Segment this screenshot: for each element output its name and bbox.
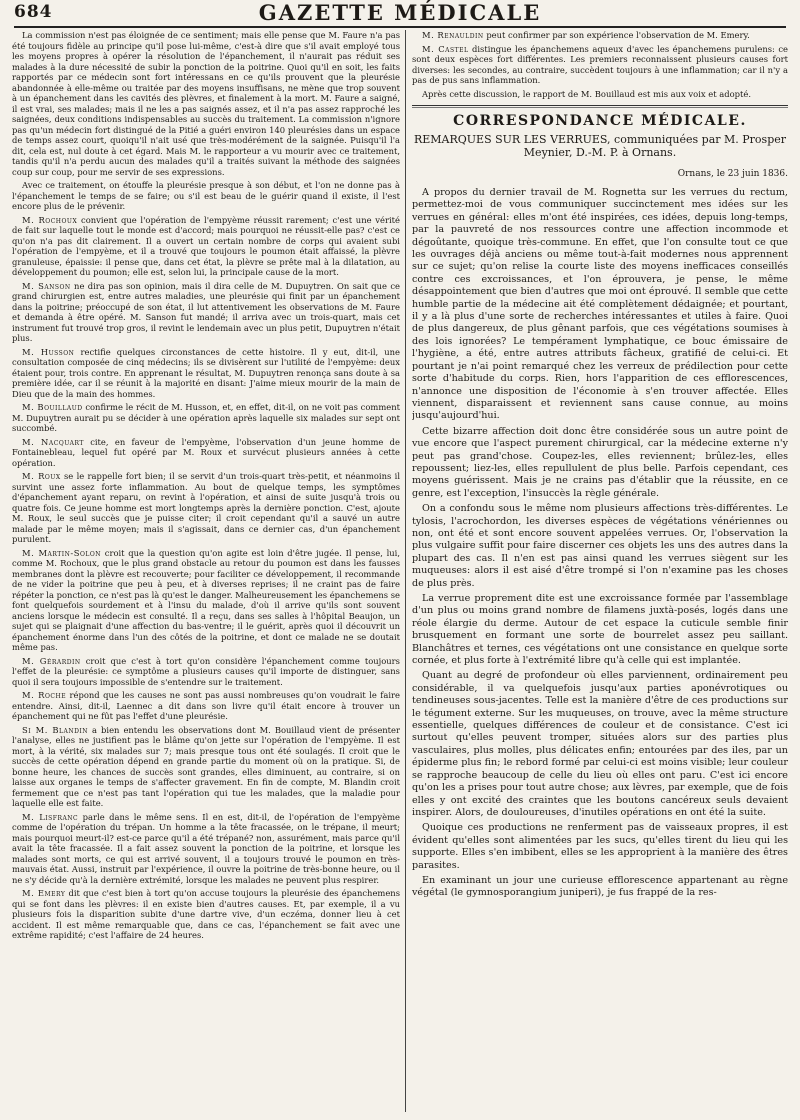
paragraph-text: se le rappelle fort bien; il se servit d'un trois-quart très-petit, et néanmoins il survint une assez forte inflammation. Au bout de quelque temps, les symptômes d'épanchement ayant reparu, on revint à l'opération, et ainsi de suite jusqu'à trois ou quatre fois. Ce jeune homme est mort longtemps après la dernière ponction. C'est, ajoute M. Roux, le seul succès que je puisse citer; il croit cependant qu'il a sauvé un autre malade par le même moyen; mais il s'agissait, dans ce dernier cas, d'un épanchement purulent. xyxy=(12,471,400,544)
speaker-name: M. Renauldin xyxy=(422,30,484,40)
paragraph-text: croit que c'est à tort qu'on considère l'épanchement comme toujours l'effet de la pleurésie: ce symptôme a plusieurs causes qu'il importe de distinguer, sans quoi il sera toujours impossible de s'entendre sur le traitement. xyxy=(12,655,400,687)
paragraph-text: répond que les causes ne sont pas aussi nombreuses qu'on voudrait le faire entendre. Ainsi, dit-il, Laennec a dit dans son livre qu'il était encore à trouver un épanchement qui ne fût pas l'effet d'une pleurésie. xyxy=(12,690,400,721)
paragraph-text: parle dans le même sens. Il en est, dit-il, de l'opération de l'empyème comme de l'opération du trépan. Un homme a la tête fracassée, on le trépane, il meurt; mais pourquoi meurt-il? est-ce parce qu'il a été trépané? non, assurément, mais parce qu'il avait la tête fracassée. Il a fait assez souvent la ponction de la poitrine, et lorsque les malades sont morts, ce qui est arrivé souvent, il a toujours trouvé le poumon en très-mauvais état. Aussi, instruit par l'expérience, il ouvre la poitrine de très-bonne heure, ou il ne s'y décide qu'à la dernière extrémité, lorsque les malades ne peuvent plus respirer. xyxy=(12,811,400,885)
paragraph xyxy=(12,347,400,400)
paragraph-text: dit que c'est bien à tort qu'on accuse toujours la pleurésie des épanchemens qui se font dans les plèvres: il en existe bien d'autres causes. Et, par exemple, il a vu plusieurs fois la disparition subite d'une dartre vive, d'un eczéma, donner lieu à cet accident. Il est même remarquable que, dans ce cas, l'épanchement se fait avec une extrême rapidité; c'est l'affaire de 24 heures. xyxy=(12,888,400,940)
section-rule-bottom xyxy=(412,107,788,108)
page-number: 684 xyxy=(14,2,53,22)
paragraph-text: rectifie quelques circonstances de cette histoire. Il y eut, dit-il, une consultation composée de cinq médecins; ils se divisèrent sur l'utilité de l'empyème: deux étaient pour, trois contre. En apprenant le résultat, M. Dupuytren renonça sans doute à sa première idée, car il se réunit à la majorité en disant: J'aime mieux mourir de la main de Dieu que de la main des hommes. xyxy=(12,346,400,399)
paragraph-text: Après cette discussion, le rapport de M. Bouillaud est mis aux voix et adopté. xyxy=(422,88,751,99)
paragraph xyxy=(12,402,400,434)
speaker-name: M. Nacquart xyxy=(22,436,84,447)
letter-paragraph: Quoique ces productions ne renferment pas de vaisseaux propres, il est évident qu'elles sont alimentées par les sucs, qu'elles tirent du lieu qui les supporte. Elles s'en imbibent, elles se les approprient à la manière des êtres parasites. xyxy=(412,822,788,871)
letter-paragraph: Cette bizarre affection doit donc être considérée sous un autre point de vue encore que l'aspect purement chirurgical, car la médecine externe n'y peut pas grand'chose. Coupez-les, elles reviennent; brûlez-les, elles repoussent; liez-les, elles repullulent de plus belle. Parfois cependant, ces moyens guérissent. Mais je ne crains pas d'établir que la réussite, en ce genre, est l'exception, l'insuccès la règle générale. xyxy=(412,425,788,499)
speaker-name: M. Martin-Solon xyxy=(22,547,102,558)
left-column xyxy=(12,30,400,1112)
right-column-top xyxy=(412,30,788,99)
speaker-name: M. Roche xyxy=(22,690,67,700)
header-rule xyxy=(14,26,786,28)
masthead-title: GAZETTE MÉDICALE xyxy=(258,0,542,25)
paragraph xyxy=(12,180,400,212)
paragraph-text: La commission n'est pas éloignée de ce sentiment; mais elle pense que M. Faure n'a pas été toujours fidèle au principe qu'il pose lui-même, c'est-à dire que s'il avait employé tous les moyens propres à opérer la résolution de l'épanchement, il n'aurait pas réduit ses malades à la dure nécessité de subir la ponction de la poitrine. Quoi qu'il en soit, les faits rapportés par ce médecin sont fort intéressans en ce qu'ils prouvent que la pleurésie abandonnée à elle-même ou traitée par des moyens insuffisans, ne mène que trop souvent à un épanchement dans les cavités des plèvres, et finalement à la mort. M. Faure a saigné, il est vrai, ses malades; mais il ne les a pas saignés assez, et il n'a pas assez rapproché les saignées, deux conditions indispensables au succès du traitement. La commission n'ignore pas qu'un médecin fort distingué de la Pitié a guéri environ 140 pleurésies dans un espace de temps assez court, quoiqu'il n'ait usé que très-modérément de la saignée. Puisqu'il l'a dit, cela est, nul doute à cet égard. Mais M. le rapporteur a vu mourir avec ce traitement, tandis qu'il n'a perdu aucun des malades qu'il a traités suivant la méthode des saignées coup sur coup, pour me servir de ses expressions. xyxy=(12,30,400,177)
paragraph xyxy=(12,656,400,688)
speaker-name: M. Sanson xyxy=(22,280,71,291)
paragraph xyxy=(412,30,788,41)
speaker-name: M. Lisfranc xyxy=(22,811,79,822)
paragraph-text: croit que la question qu'on agite est loin d'être jugée. Il pense, lui, comme M. Rochoux, que le plus grand obstacle au retour du poumon est dans les fausses membranes dont la plèvre est recouverte; pour faciliter ce développement, il recommande de ne vider la poitrine que peu à peu, et à diverses reprises; il ne craint pas de faire répéter la ponction, ce n'est pas là qu'est le danger. Malheureusement les épanchemens se font quelquefois sourdement et à l'insu du malade, d'où il arrive qu'ils sont souvent anciens lorsque le médecin est consulté. Il a reçu, dans ses salles à l'hôpital Beaujon, un sujet qui se plaignait d'une affection du bas-ventre; il le guérit, après quoi il découvrit un épanchement énorme dans l'un des côtés de la poitrine, et dont ce malade ne se doutait même pas. xyxy=(12,547,400,652)
letter-body xyxy=(412,187,788,900)
letter-paragraph: A propos du dernier travail de M. Rognetta sur les verrues du rectum, permettez-moi de vous communiquer succinctement mes idées sur les verrues en général: elles m'ont été inspirées, ces idées, depuis long-temps, par la pauvreté de nos ressources contre une affection incommode et dégoûtante, quoique très-commune. En effet, que l'on consulte tout ce que les ouvrages déjà anciens ou même tout-à-fait modernes nous apprennent sur ce sujet; qu'on relise la courte liste des moyens inefficaces conseillés contre ces excroissances, et l'on éprouvera, je pense, le même désappointement que bien d'autres que moi ont éprouvé. Il semble que cette humble partie de la médecine ait été complètement dédaignée; et pourtant, il y a là plus d'une sorte de recherches intéressantes et utiles à faire. Quoi de plus dangereux, de plus gênant parfois, que ces végétations soumises à des lois ignorées? Le tempérament lymphatique, ce bouc émissaire de l'hygiène, a été, entre autres attributs fâcheux, gratifié de celui-ci. Et pourtant je n'ai point remarqué chez les verreux de prédilection pour cette sorte d'habitude du corps. Rien, hors l'apparition de ces efflorescences, n'annonce une disposition de l'économie à s'en trouver affectée. Elles viennent, disparaissent et reviennent sans cause connue, au moins jusqu'aujourd'hui. xyxy=(412,187,788,422)
paragraph xyxy=(12,437,400,469)
paragraph-text: peut confirmer par son expérience l'observation de M. Emery. xyxy=(486,30,750,40)
paragraph xyxy=(12,30,400,177)
paragraph-text: convient que l'opération de l'empyème réussit rarement; c'est une vérité de fait sur laquelle tout le monde est d'accord; mais pourquoi ne réussit-elle pas? c'est ce qu'on n'a pas dit clairement. Il a ouvert un certain nombre de corps qui avaient subi l'opération de l'empyème, et il a trouvé que toujours le poumon était affaissé, la plèvre granuleuse, épaissie: il pense que, dans cet état, la plèvre se prête mal à la dilatation, au développement du poumon; elle est, selon lui, la principale cause de la mort. xyxy=(12,214,400,277)
paragraph xyxy=(12,548,400,653)
section-rule-top xyxy=(412,105,788,106)
speaker-name: M. Roux xyxy=(22,471,61,481)
paragraph xyxy=(12,812,400,886)
paragraph xyxy=(12,471,400,545)
letter-paragraph: La verrue proprement dite est une excroissance formée par l'assemblage d'un plus ou moins grand nombre de filamens juxtà-posés, logés dans une réole élargie du derme. Autour de cet espace la cuticule semble finir brusquement en formant une sorte de bourrelet assez peu saillant. Blanchâtres et ternes, ces végétations ont une consistance en quelque sorte cornée, et plus forte à l'extrémité libre qu'à celle qui est implantée. xyxy=(412,593,788,667)
paragraph xyxy=(12,281,400,344)
paragraph-text: cite, en faveur de l'empyème, l'observation d'un jeune homme de Fontainebleau, lequel fut opéré par M. Roux et survécut plusieurs années à cette opération. xyxy=(12,436,400,468)
letter-paragraph: Quant au degré de profondeur où elles parviennent, ordinairement peu considérable, il va quelquefois jusqu'aux parties aponévrotiques ou tendineuses sous-jacentes. Telle est la manière d'être de ces productions sur le tégument externe. Sur les muqueuses, on trouve, avec la même structure essentielle, quelques différences de couleur et de consistance. C'est ici surtout qu'elles peuvent tromper, situées alors sur des parties plus vasculaires, plus molles, plus délicates enfin; entourées par des iles, par un épiderme plus fin; le rebord formé par celui-ci est moins visible; leur couleur se rapproche beaucoup de celle du lieu où elles ont paru. C'est ici encore qu'on les a prises pour tout autre chose; aux lèvres, par exemple, que de fois elles y ont excité des craintes que les boutons cancéreux seuls devaient inspirer. Alors, de douloureuses, d'inutiles opérations en ont été la suite. xyxy=(412,670,788,818)
paragraph-text: a bien entendu les observations dont M. Bouillaud vient de présenter l'analyse, elles ne justifient pas le blâme qu'on jette sur l'opération de l'empyème. Il est mort, à la vérité, six malades sur 7; mais presque tous ont été soulagés. Il croit que le succès de cette opération dépend en grande partie du moment où on la pratique. Si, de bonne heure, les chances de succès sont grandes, elles diminuent, au contraire, si on laisse aux organes le temps de s'affecter gravement. En fin de compte, M. Blandin croit fermement que ce n'est pas tant l'opération qui tue les malades, que la maladie pour laquelle elle est faite. xyxy=(12,724,400,808)
paragraph-text: confirme le récit de M. Husson, et, en effet, dit-il, on ne voit pas comment M. Dupuytren aurait pu se décider à une opération après laquelle six malades sur sept ont succombé. xyxy=(12,402,400,433)
paragraph xyxy=(412,44,788,86)
paragraph-text: ne dira pas son opinion, mais il dira celle de M. Dupuytren. On sait que ce grand chirurgien est, entre autres maladies, une pleurésie qui finit par un épanchement dans la poitrine; préoccupé de son état, il lut attentivement les observations de M. Faure et demanda à être opéré. M. Sanson fut mandé; il arriva avec un trois-quart, mais cet instrument fut trouvé trop gros, il revint le lendemain avec un plus petit, Dupuytren n'était plus. xyxy=(12,280,400,343)
speaker-name: M. Bouillaud xyxy=(22,402,83,412)
paragraph xyxy=(412,89,788,100)
letter-paragraph: On a confondu sous le même nom plusieurs affections très-différentes. Le tylosis, l'acrochordon, les diverses espèces de végétations vénériennes ou non, ont été et sont encore souvent appelées verrues. Or, l'observation la plus vulgaire suffit pour faire discerner ces objets les uns des autres dans la plupart des cas. Il n'en est pas ainsi quand les verrues siègent sur les muqueuses: alors il est aisé d'être trompé si l'on n'examine pas les choses de plus près. xyxy=(412,503,788,589)
paragraph-text: Avec ce traitement, on étouffe la pleurésie presque à son début, et l'on ne donne pas à l'épanchement le temps de se faire; ou s'il est beau de le guérir quand il existe, il l'est encore plus de le prévenir. xyxy=(12,180,400,211)
speaker-name: M. Husson xyxy=(22,346,75,357)
article-subtitle: REMARQUES SUR LES VERRUES, communiquées par M. Prosper Meynier, D.-M. P. à Ornans. xyxy=(413,132,787,159)
paragraph-text: distingue les épanchemens aqueux d'avec les épanchemens purulens: ce sont deux espèces fort différentes. Les premiers reconnaissent plusieurs causes fort diverses: les secondes, au contraire, succèdent toujours à une inflammation; car il n'y a pas de pus sans inflammation. xyxy=(412,43,788,85)
paragraph xyxy=(12,690,400,722)
dateline: Ornans, le 23 juin 1836. xyxy=(677,168,788,179)
paragraph xyxy=(12,215,400,278)
speaker-name: M. Castel xyxy=(422,43,469,54)
speaker-name: M. Emery xyxy=(22,888,66,898)
speaker-name: M. Rochoux xyxy=(22,214,78,225)
letter-paragraph: En examinant un jour une curieuse efflorescence appartenant au règne végétal (le gymnosporangium juniperi), je fus frappé de la res- xyxy=(412,874,788,899)
right-column xyxy=(412,30,788,1112)
column-divider xyxy=(405,30,406,1112)
paragraph xyxy=(12,725,400,809)
speaker-name: M. Gérardin xyxy=(22,655,81,666)
paragraph xyxy=(12,888,400,941)
speaker-name: Si M. Blandin xyxy=(22,724,89,735)
section-title: CORRESPONDANCE MÉDICALE. xyxy=(453,113,747,129)
